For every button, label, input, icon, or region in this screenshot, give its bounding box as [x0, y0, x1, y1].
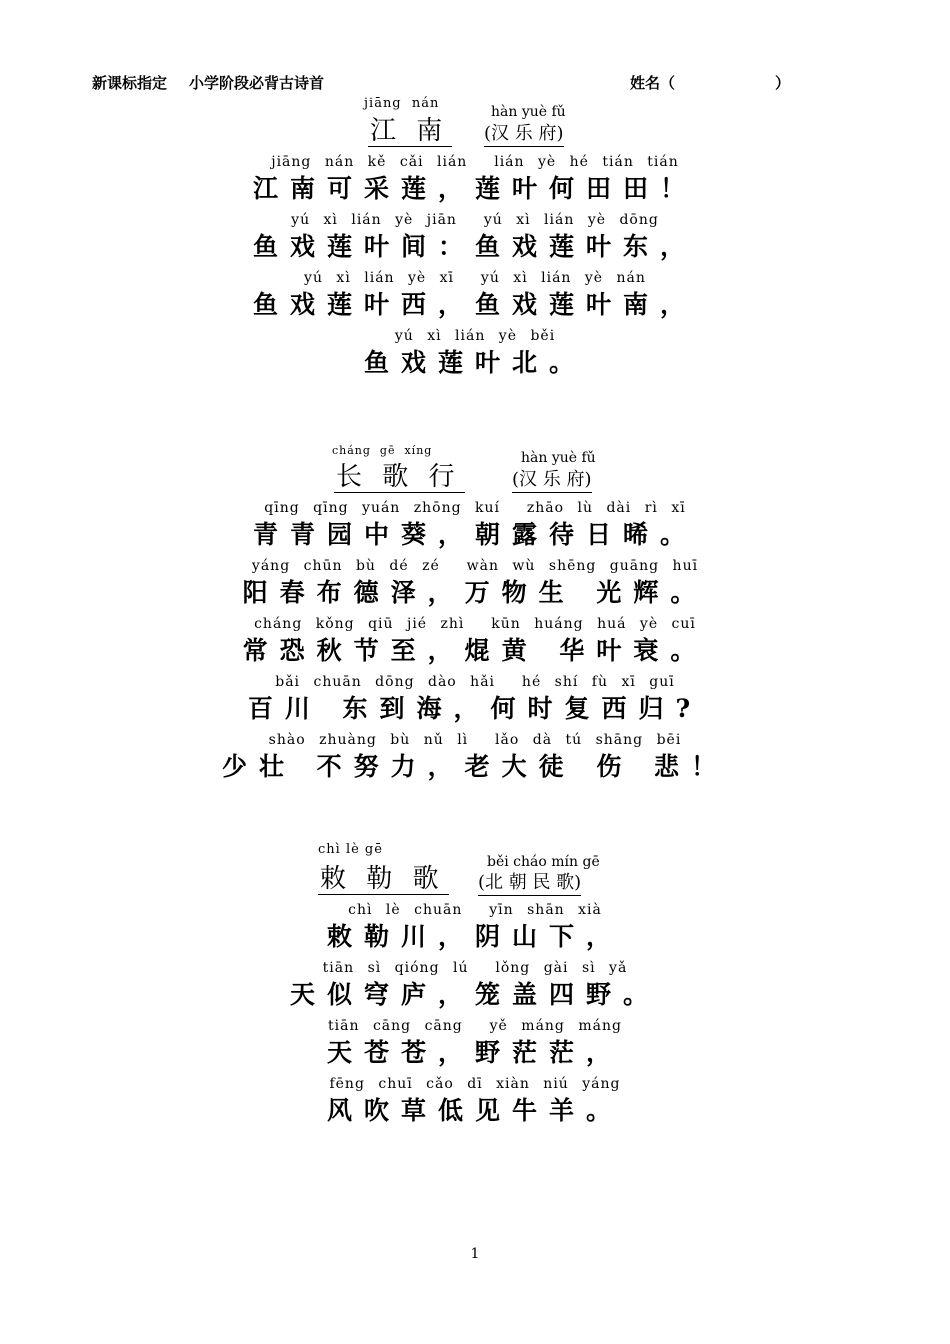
- line-pinyin: fēng chuī cǎo dī xiàn niú yáng: [329, 1076, 621, 1092]
- line-hanzi: 天似穹庐，笼盖四野。: [289, 980, 660, 1009]
- poem-author: (汉 乐 府): [512, 468, 592, 493]
- poem-line: [0, 958, 950, 1016]
- poem-line: [0, 900, 950, 958]
- line-pinyin: yú xì lián yè xī yú xì lián yè nán: [304, 270, 646, 286]
- poem-author-pinyin: hàn yuè fǔ: [521, 450, 596, 466]
- poem-line: [0, 614, 950, 672]
- line-pinyin: tiān sì qióng lú lǒng gài sì yǎ: [322, 960, 628, 976]
- line-pinyin: tiān cāng cāng yě máng máng: [328, 1018, 622, 1034]
- line-hanzi: 鱼戏莲叶北。: [363, 348, 586, 377]
- poem-line: [0, 210, 950, 268]
- poem-line: [0, 326, 950, 384]
- line-hanzi: 敕勒川，阴山下，: [326, 922, 623, 951]
- poem-title: 江 南: [368, 116, 452, 147]
- poem-title: 长 歌 行: [334, 462, 465, 493]
- poem-line: [0, 556, 950, 614]
- name-label: 姓名（: [630, 74, 676, 92]
- line-hanzi: 天苍苍，野茫茫，: [326, 1038, 623, 1067]
- poem-author: (汉 乐 府): [484, 122, 564, 147]
- header-label-2: 小学阶段必背古诗首: [189, 74, 325, 92]
- poem-title-pinyin: chì lè gē: [318, 842, 383, 857]
- poem-title-pinyin: cháng gē xíng: [332, 444, 433, 457]
- line-pinyin: yú xì lián yè jiān yú xì lián yè dōng: [291, 212, 659, 228]
- line-hanzi: 少壮 不努力，老大徒 伤 悲！: [221, 752, 729, 781]
- line-pinyin: cháng kǒng qiū jié zhì kūn huáng huá yè cuī: [254, 616, 696, 632]
- line-hanzi: 常恐秋节至，焜黄 华叶衰。: [242, 636, 708, 665]
- line-pinyin: jiāng nán kě cǎi lián lián yè hé tián tián: [271, 154, 679, 170]
- line-pinyin: yáng chūn bù dé zé wàn wù shēng guāng huī: [251, 558, 699, 574]
- poem-jiangnan: [0, 96, 950, 384]
- poem-line: [0, 268, 950, 326]
- poem-title-pinyin: jiāng nán: [364, 96, 440, 111]
- poem-author-pinyin: běi cháo mín gē: [487, 854, 600, 870]
- poem-changgexing: [0, 442, 950, 788]
- line-pinyin: shào zhuàng bù nǔ lì lǎo dà tú shāng bēi: [268, 732, 682, 748]
- page-number: 1: [470, 1246, 480, 1262]
- poem-line: [0, 1016, 950, 1074]
- header-label-1: 新课标指定: [92, 74, 168, 92]
- line-hanzi: 百川 东到海，何时复西归?: [247, 694, 703, 723]
- poem-author-pinyin: hàn yuè fǔ: [491, 104, 566, 120]
- line-pinyin: qīng qīng yuán zhōng kuí zhāo lù dài rì xī: [264, 500, 686, 516]
- poem-line: [0, 672, 950, 730]
- name-field: [630, 72, 790, 93]
- header-left: [92, 72, 324, 93]
- poem-line: [0, 498, 950, 556]
- line-pinyin: yú xì lián yè běi: [394, 328, 556, 344]
- poem-author: (北 朝 民 歌): [478, 871, 581, 896]
- poem-line: [0, 1074, 950, 1132]
- poem-line: [0, 152, 950, 210]
- poem-title: 敕 勒 歌: [318, 864, 449, 895]
- poem-chilege: [0, 842, 950, 1132]
- line-hanzi: 风吹草低见牛羊。: [326, 1096, 623, 1125]
- poem-line: [0, 730, 950, 788]
- line-pinyin: chì lè chuān yīn shān xià: [348, 902, 602, 918]
- line-pinyin: bǎi chuān dōng dào hǎi hé shí fù xī guī: [275, 674, 675, 690]
- line-hanzi: 鱼戏莲叶间：鱼戏莲叶东，: [252, 232, 697, 261]
- line-hanzi: 青青园中葵，朝露待日晞。: [252, 520, 697, 549]
- line-hanzi: 鱼戏莲叶西，鱼戏莲叶南，: [252, 290, 697, 319]
- line-hanzi: 江南可采莲，莲叶何田田！: [252, 174, 697, 203]
- name-close: ）: [775, 74, 791, 92]
- line-hanzi: 阳春布德泽，万物生 光辉。: [242, 578, 708, 607]
